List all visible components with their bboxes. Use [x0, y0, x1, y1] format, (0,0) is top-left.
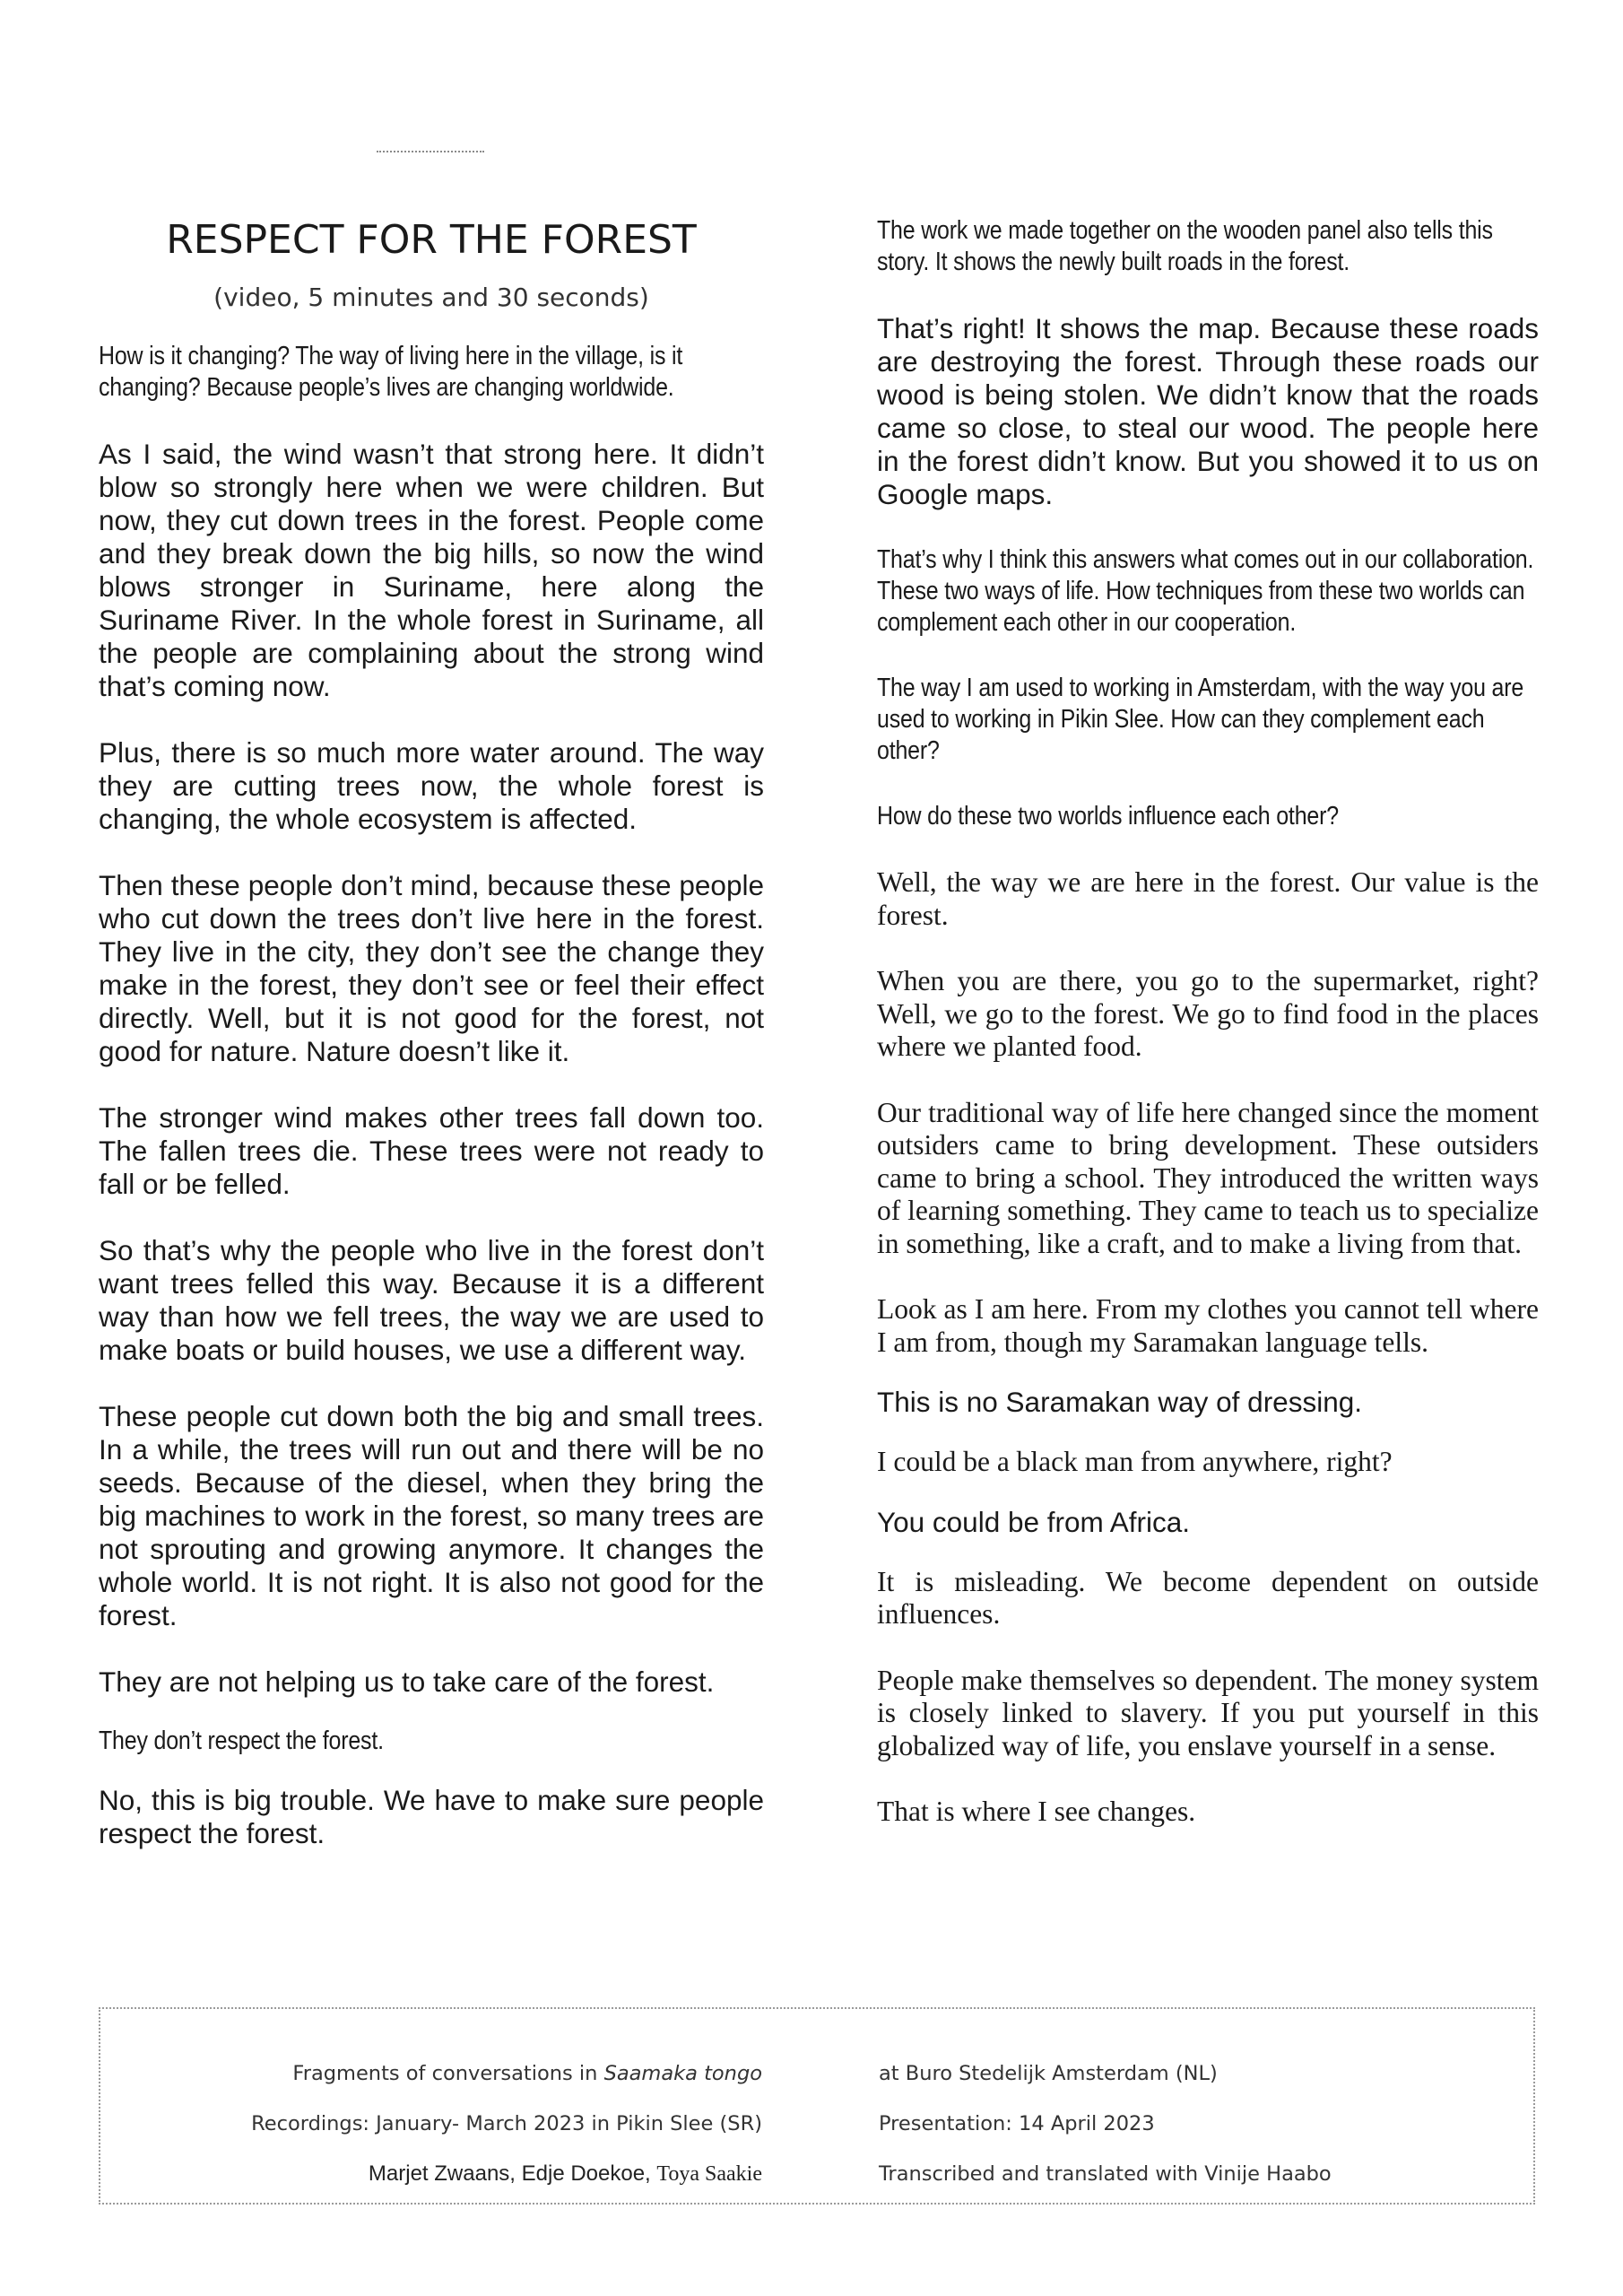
page-title: RESPECT FOR THE FOREST: [166, 217, 697, 263]
top-divider: [377, 151, 484, 152]
question-paragraph: How is it changing? The way of living here in the village, is it changing? Because people’s lives are changing worldwide.: [99, 342, 683, 402]
serif-paragraph: That is where I see changes.: [877, 1796, 1196, 1827]
credits-line: Transcribed and translated with Vinije Haabo: [879, 2162, 1332, 2186]
answer-paragraph: They are not helping us to take care of the forest.: [99, 1665, 715, 1698]
answer-paragraph: No, this is big trouble. We have to make sure people respect the forest.: [99, 1784, 764, 1849]
serif-paragraph: It is misleading. We become dependent on outside influences.: [877, 1565, 1539, 1630]
serif-paragraph: When you are there, you go to the supermarket, right? Well, we go to the forest. We go to find food in the places where we planted food.: [877, 965, 1539, 1062]
credits-line: Recordings: January- March 2023 in Pikin Slee (SR): [251, 2112, 762, 2135]
language-name: Saamaka tongo: [603, 2062, 762, 2085]
credits-names: Marjet Zwaans, Edje Doekoe,: [368, 2161, 651, 2186]
credits-right: [879, 2048, 1332, 2199]
question-paragraph: The way I am used to working in Amsterdam, with the way you are used to working in Pikin Slee. How can they complement each other?: [877, 674, 1524, 765]
credits-name-serif: Toya Saakie: [656, 2162, 762, 2186]
answer-paragraph: That’s right! It shows the map. Because these roads are destroying the forest. Through these roads our wood is being stolen. We didn’t know that the roads came so close, to steal our wood. The people here in the forest didn’t know. But you showed it to us on Google maps.: [877, 312, 1539, 510]
answer-paragraph: You could be from Africa.: [877, 1505, 1191, 1538]
subtitle: (video, 5 minutes and 30 seconds): [213, 283, 649, 312]
serif-paragraph: I could be a black man from anywhere, right?: [877, 1446, 1393, 1477]
answer-paragraph: Then these people don’t mind, because these people who cut down the trees don’t live here in the forest. They live in the city, they don’t see the change they make in the forest, they don’t see or feel their effect directly. Well, but it is not good for the forest, not good for nature. Nature doesn’t like it.: [99, 869, 764, 1067]
answer-paragraph: So that’s why the people who live in the forest don’t want trees felled this way. Because it is a different way than how we fell trees, the way we are used to make boats or build houses, we use a different way.: [99, 1234, 764, 1366]
answer-paragraph: This is no Saramakan way of dressing.: [877, 1386, 1362, 1418]
question-paragraph: They don’t respect the forest.: [99, 1726, 384, 1755]
answer-paragraph: The stronger wind makes other trees fall down too. The fallen trees die. These trees were not ready to fall or be felled.: [99, 1101, 764, 1200]
credits-line: Presentation: 14 April 2023: [879, 2112, 1155, 2135]
answer-paragraph: As I said, the wind wasn’t that strong here. It didn’t blow so strongly here when we were children. But now, they cut down trees in the forest. People come and they break down the big hills, so now the wind blows stronger in Suriname, here along the Suriname River. In the whole forest in Suriname, all the people are complaining about the strong wind that’s coming now.: [99, 438, 764, 702]
question-paragraph: How do these two worlds influence each other?: [877, 802, 1339, 831]
answer-paragraph: These people cut down both the big and small trees. In a while, the trees will run out and there will be no seeds. Because of the diesel, when they bring the big machines to work in the forest, so many trees are not sprouting and growing anymore. It changes the whole world. It is not right. It is also not good for the forest.: [99, 1400, 764, 1631]
credits-line: [251, 2149, 762, 2199]
credits-text: Fragments of conversations in: [292, 2062, 604, 2085]
serif-paragraph: People make themselves so dependent. The money system is closely linked to slavery. If you put yourself in this globalized way of life, you enslave yourself in a sense.: [877, 1664, 1539, 1761]
credits-line: at Buro Stedelijk Amsterdam (NL): [879, 2062, 1218, 2085]
serif-paragraph: Our traditional way of life here changed since the moment outsiders came to bring development. These outsiders came to bring a school. They introduced the written ways of learning something. They came to teach us to specialize in something, like a craft, and to make a living from that.: [877, 1096, 1539, 1259]
right-column: [877, 215, 1539, 1862]
serif-paragraph: Look as I am here. From my clothes you cannot tell where I am from, though my Saramakan language tells.: [877, 1293, 1539, 1358]
question-paragraph: The work we made together on the wooden panel also tells this story. It shows the newly built roads in the forest.: [877, 216, 1493, 276]
question-paragraph: That’s why I think this answers what comes out in our collaboration. These two ways of life. How techniques from these two worlds can complement each other in our cooperation.: [877, 545, 1534, 637]
left-column: [99, 215, 764, 1883]
credits-left: [251, 2048, 762, 2199]
credits-line: [251, 2048, 762, 2099]
answer-paragraph: Plus, there is so much more water around. The way they are cutting trees now, the whole forest is changing, the whole ecosystem is affected.: [99, 736, 764, 835]
serif-paragraph: Well, the way we are here in the forest. Our value is the forest.: [877, 866, 1539, 931]
credits-box: [99, 2007, 1535, 2205]
